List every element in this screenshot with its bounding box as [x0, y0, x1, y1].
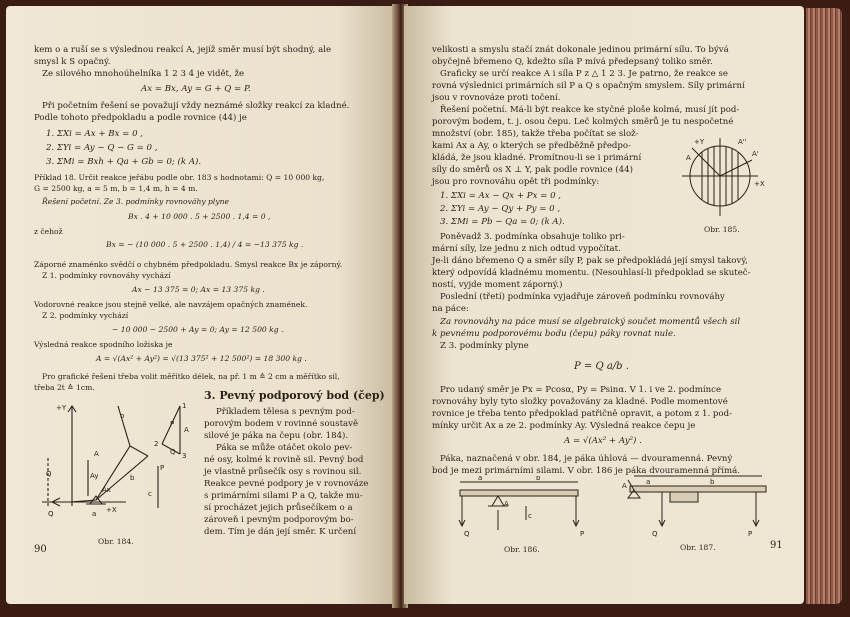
fig184-label: P [170, 420, 175, 428]
equation: Bx . 4 + 10 000 . 5 + 2500 . 1,4 = 0 , [128, 212, 271, 221]
right-page [404, 6, 804, 604]
fig186-label: A [504, 500, 509, 508]
text-line: sí procházet jejich průsečíkem o a [204, 503, 353, 513]
section-heading: 3. Pevný podporový bod (čep) [204, 389, 385, 402]
figure-caption: Obr. 185. [704, 225, 740, 234]
fig187-label: P [748, 530, 753, 538]
figure-caption: Obr. 186. [504, 545, 540, 554]
text-line: Poslední (třetí) podmínka vyjadřuje zároveň podmínku rovnováhy [440, 292, 725, 302]
text-line: Graficky se určí reakce A i síla P z △ 1 2 3. Je patrno, že reakce se [440, 69, 728, 79]
text-line: Reakce pevné podpory je v rovnováze [204, 479, 369, 489]
fig184-label: Q [46, 470, 52, 478]
text-line: mární síly, lze jednu z nich odtud vypočítat. [432, 244, 621, 254]
text-line: silové je páka na čepu (obr. 184). [204, 431, 349, 441]
fig185-label: A' [752, 150, 759, 158]
fig184-label: 2 [154, 440, 159, 448]
text-line: velikosti a smyslu stačí znát dokonale jedinou primární sílu. To bývá [432, 45, 729, 55]
text-line: porovým bodem v rovinné soustavě [204, 419, 359, 429]
figure-187 [622, 472, 772, 540]
text-line: kami Ax a Ay, o kterých se předběžně předpo- [432, 141, 631, 151]
text-line: je vlastně průsečík osy s rovinou sil. [204, 467, 362, 477]
fig184-label: b [130, 474, 135, 482]
fig187-label: Q [652, 530, 658, 538]
example-heading: Příklad 18. Určit reakce jeřábu podle obr. 183 s hodnotami: Q = 10 000 kg, [34, 173, 325, 182]
text-line: dem. Tím je dán její směr. K určení [204, 527, 357, 537]
text-line: zároveň i pevným podporovým bo- [204, 515, 354, 525]
equation: 3. ΣMi = Bxh + Qa + Gb = 0; (k A). [46, 157, 202, 167]
text-line: smysl k S opačný. [34, 57, 111, 67]
fig184-label: +Y [56, 404, 67, 412]
fig184-label: A [94, 450, 99, 458]
text-line: Páka, naznačená v obr. 184, je páka úhlová — dvouramenná. Pevný [440, 454, 733, 464]
equation: Ax − 13 375 = 0; Ax = 13 375 kg . [132, 285, 265, 294]
text-line: Podle tohoto předpokladu a podle rovnice (44) je [34, 113, 247, 123]
text-line: síly do směrů os X ⊥ Y, pak podle rovnice (44) [432, 165, 633, 175]
text-line: Je-li dáno břemeno Q a směr síly P, pak se předpokládá její smysl takový, [432, 256, 748, 266]
fig184-label: o [120, 412, 125, 420]
fig184-label: +X [106, 506, 117, 514]
text-line: jsou v rovnováze proti točení. [432, 93, 561, 103]
text-line: porovým bodem, t. j. osou čepu. Leč kolmých směrů je tu nespočetné [432, 117, 734, 127]
text-line: Výsledná reakce spodního ložiska je [34, 340, 173, 349]
text-line: ností, vyjde moment záporný.) [432, 280, 563, 290]
text-line: Poněvadž 3. podmínka obsahuje toliko pri- [440, 232, 625, 242]
fig184-label: a [92, 510, 97, 518]
text-line: bod je mezi primárními silami. V obr. 186 je páka dvouramenná přímá. [432, 466, 741, 476]
text-line: Při početním řešení se považují vždy neznámé složky reakcí za kladné. [42, 101, 350, 111]
text-line: který odpovídá kladnému momentu. (Nesouhlasí-li předpoklad se skuteč- [432, 268, 751, 278]
text-line: Pro udaný směr je Px = Pcosα, Py = Psinα. V 1. i ve 2. podmínce [440, 385, 722, 395]
figure-184 [30, 396, 200, 536]
text-line: rovnováhy byly tyto složky považovány za kladné. Podle momentové [432, 397, 728, 407]
fig184-label: Q [48, 510, 54, 518]
fig184-label: P [160, 464, 165, 472]
text-line: k pevnému podporovému bodu (čepu) páky rovnat nule. [432, 329, 676, 339]
page-number: 90 [34, 544, 47, 555]
equation: Bx = − (10 000 . 5 + 2500 . 1,4) / 4 = −13 375 kg . [106, 240, 304, 249]
text-line: na páce: [432, 304, 469, 314]
fig184-label: c [148, 490, 152, 498]
fig184-label: A [184, 426, 189, 434]
left-page [6, 6, 396, 604]
text-line: z čehož [34, 227, 63, 236]
fig184-label: 3 [182, 452, 187, 460]
text-line: rovnice je třeba tento předpoklad patřičně opravit, a potom z 1. pod- [432, 409, 732, 419]
fig187-label: A [622, 482, 627, 490]
equation: 3. ΣMi = Pb − Qa = 0; (k A). [440, 217, 565, 227]
text-line: Páka se může otáčet okolo pev- [216, 443, 353, 453]
text-line: G = 2500 kg, a = 5 m, b = 1,4 m, h = 4 m. [34, 184, 198, 193]
fig187-label: a [646, 478, 651, 486]
equation: 1. ΣXi = Ax + Bx = 0 , [46, 129, 144, 139]
equation: A = √(Ax² + Ay²) = √(13 375² + 12 500²) = 18 300 kg . [96, 354, 307, 363]
text-line: né osy, kolmé k rovině sil. Pevný bod [204, 455, 364, 465]
figure-caption: Obr. 187. [680, 543, 716, 552]
fig186-label: a [478, 476, 483, 482]
page-number: 91 [770, 540, 783, 551]
text-line: Z 3. podmínky plyne [440, 341, 529, 351]
equation: P = Q a/b . [574, 361, 629, 372]
text-line: rovná výslednici primárních sil P a Q s opačným smyslem. Síly primární [432, 81, 745, 91]
fig185-label: A [686, 154, 691, 162]
text-line: třeba 2t ≙ 1cm. [34, 383, 95, 392]
equation: A = √(Ax² + Ay²) . [564, 436, 642, 446]
equation: 2. ΣYi = Ay − Qy + Py = 0 , [440, 204, 561, 214]
fig186-label: c [528, 512, 532, 520]
fig186-label: Q [464, 530, 470, 538]
text-line: obyčejně břemeno Q, kdežto síla P mívá předepsaný toliko směr. [432, 57, 713, 67]
text-line: Pro grafické řešení třeba volit měřítko délek, na př. 1 m ≙ 2 cm a měřítko sil, [42, 372, 340, 381]
fig184-label: 1 [182, 402, 187, 410]
text-line: Vodorovné reakce jsou stejně velké, ale navzájem opačných znamének. [34, 300, 308, 309]
text-line: s primárními silami P a Q, takže mu- [204, 491, 363, 501]
text-line: Záporné znaménko svědčí o chybném předpokladu. Smysl reakce Bx je záporný. [34, 260, 343, 269]
figure-185 [672, 134, 772, 224]
fig185-label: +X [754, 180, 765, 188]
equation: 2. ΣYi = Ay − Q − G = 0 , [46, 143, 158, 153]
fig184-label: Ay [90, 472, 99, 480]
text-line: Z 2. podmínky vychází [42, 311, 129, 320]
fig187-label: b [710, 478, 715, 486]
fig185-label: A'' [738, 138, 747, 146]
text-line: Řešení početní. Má-li být reakce ke styčné ploše kolmá, musí jít pod- [440, 105, 740, 115]
text-line: množství (obr. 185), takže třeba počítat se slož- [432, 129, 639, 139]
text-line: kládá, že jsou kladné. Promítnou-li se i primární [432, 153, 642, 163]
equation: 1. ΣXi = Ax − Qx + Px = 0 , [440, 191, 562, 201]
fig184-label: Q [170, 448, 176, 456]
text-line: Z 1. podmínky rovnováhy vychází [42, 271, 171, 280]
text-line: mínky určit Ax a ze 2. podmínky Ay. Výsledná reakce čepu je [432, 421, 696, 431]
text-line: Řešení početní. Ze 3. podmínky rovnováhy plyne [42, 197, 230, 206]
page-edges [806, 8, 842, 604]
text-line: Ze silového mnohoúhelníka 1 2 3 4 je vidět, že [42, 69, 245, 79]
figure-caption: Obr. 184. [98, 537, 134, 546]
equation: Ax = Bx, Ay = G + Q = P. [141, 84, 251, 94]
figure-186 [448, 476, 598, 544]
text-line: kem o a ruší se s výslednou reakcí A, jejíž směr musí být shodný, ale [34, 45, 332, 55]
text-line: Za rovnováhy na páce musí se algebraický součet momentů všech sil [440, 317, 741, 327]
text-line: jsou pro rovnováhu opět tři podmínky: [432, 177, 600, 187]
fig184-label: Ax [102, 486, 111, 494]
fig186-label: P [580, 530, 585, 538]
fig185-label: +Y [694, 138, 705, 146]
text-line: Příkladem tělesa s pevným pod- [216, 407, 355, 417]
equation: − 10 000 − 2500 + Ay = 0; Ay = 12 500 kg . [112, 325, 284, 334]
fig186-label: b [536, 476, 541, 482]
